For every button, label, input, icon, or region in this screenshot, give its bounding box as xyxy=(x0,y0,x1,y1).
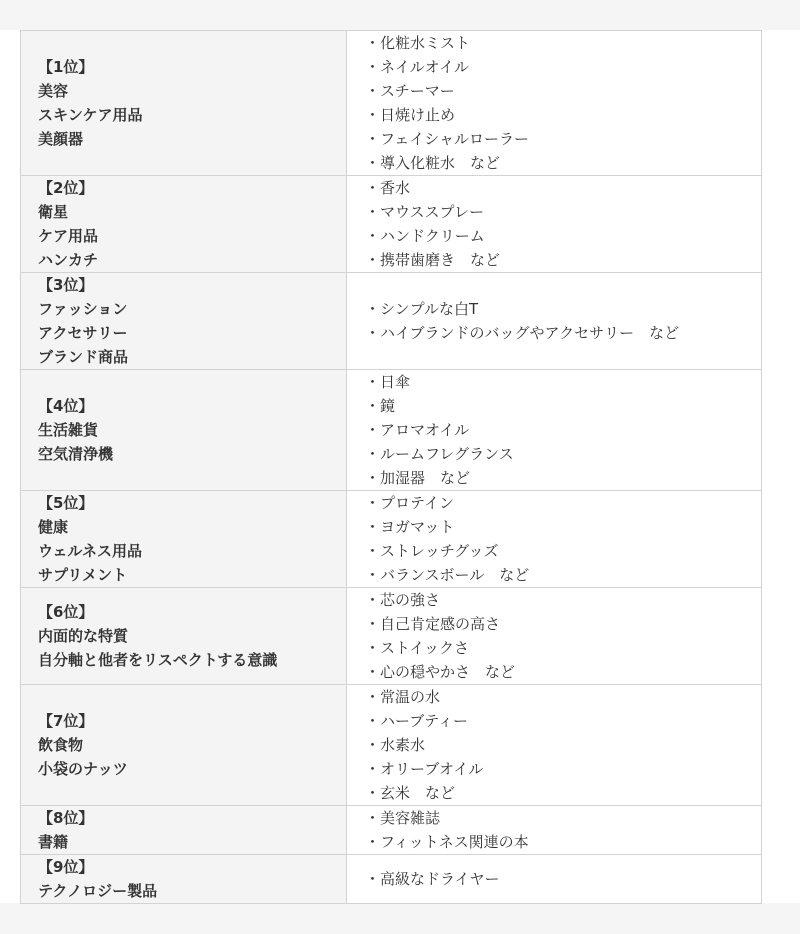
item: ・自己肯定感の高さ xyxy=(365,615,501,633)
rank-cell xyxy=(21,588,347,685)
rank-category: ウェルネス用品 xyxy=(38,542,142,560)
rank-cell xyxy=(21,273,347,370)
rank-category: 空気清浄機 xyxy=(38,445,114,463)
item: ・心の穏やかさ など xyxy=(365,663,516,681)
item: ・日傘 xyxy=(365,373,411,391)
item: ・美容雑誌 xyxy=(365,809,441,827)
rank-category: ケア用品 xyxy=(38,227,99,245)
rank-cell xyxy=(21,685,347,806)
item: ・香水 xyxy=(365,179,411,197)
item: ・バランスボール など xyxy=(365,566,530,584)
items-cell xyxy=(347,370,762,491)
item: ・常温の水 xyxy=(365,688,441,706)
rank-label: 【3位】 xyxy=(38,276,94,294)
item: ・ルームフレグランス xyxy=(365,445,514,463)
item: ・フィットネス関連の本 xyxy=(365,833,529,851)
item: ・水素水 xyxy=(365,736,426,754)
rank-category: スキンケア用品 xyxy=(38,106,143,124)
ranking-row-6 xyxy=(21,588,762,685)
rank-category: ハンカチ xyxy=(38,251,99,269)
items-cell xyxy=(347,31,762,176)
ranking-row-4 xyxy=(21,370,762,491)
items-cell xyxy=(347,855,762,904)
rank-category: 美顔器 xyxy=(38,130,84,148)
page-top-band xyxy=(0,0,800,30)
items-cell xyxy=(347,685,762,806)
item: ・ストレッチグッズ xyxy=(365,542,499,560)
item: ・ヨガマット xyxy=(365,518,455,536)
rank-category: ブランド商品 xyxy=(38,348,129,366)
rank-label: 【1位】 xyxy=(38,58,94,76)
ranking-row-2 xyxy=(21,176,762,273)
rank-category: アクセサリー xyxy=(38,324,128,342)
rank-cell xyxy=(21,31,347,176)
ranking-row-5 xyxy=(21,491,762,588)
item: ・ハーブティー xyxy=(365,712,469,730)
rank-cell xyxy=(21,370,347,491)
rank-cell xyxy=(21,176,347,273)
item: ・携帯歯磨き など xyxy=(365,251,501,269)
rank-label: 【5位】 xyxy=(38,494,94,512)
item: ・ハンドクリーム xyxy=(365,227,485,245)
page-bottom-band xyxy=(0,903,800,934)
item: ・ストイックさ xyxy=(365,639,469,657)
ranking-row-1 xyxy=(21,31,762,176)
item: ・導入化粧水 など xyxy=(365,154,501,172)
rank-category: 衛星 xyxy=(38,203,69,221)
ranking-row-3 xyxy=(21,273,762,370)
ranking-table xyxy=(20,30,762,904)
item: ・シンプルな白T xyxy=(365,300,479,318)
items-cell xyxy=(347,588,762,685)
item: ・ネイルオイル xyxy=(365,58,469,76)
item: ・フェイシャルローラー xyxy=(365,130,529,148)
item: ・芯の強さ xyxy=(365,591,441,609)
item: ・スチーマー xyxy=(365,82,455,100)
items-cell xyxy=(347,176,762,273)
rank-label: 【2位】 xyxy=(38,179,94,197)
item: ・マウススプレー xyxy=(365,203,484,221)
ranking-row-7 xyxy=(21,685,762,806)
item: ・オリーブオイル xyxy=(365,760,484,778)
rank-label: 【7位】 xyxy=(38,712,94,730)
rank-category: テクノロジー製品 xyxy=(38,882,158,900)
rank-cell xyxy=(21,806,347,855)
rank-category: 生活雑貨 xyxy=(38,421,99,439)
rank-category: ファッション xyxy=(38,300,128,318)
item: ・鏡 xyxy=(365,397,396,415)
rank-cell xyxy=(21,855,347,904)
rank-category: 美容 xyxy=(38,82,69,100)
items-cell xyxy=(347,491,762,588)
item: ・加湿器 など xyxy=(365,469,471,487)
rank-label: 【8位】 xyxy=(38,809,94,827)
item: ・ハイブランドのバッグやアクセサリー など xyxy=(365,324,680,342)
item: ・プロテイン xyxy=(365,494,454,512)
rank-category: 飲食物 xyxy=(38,736,84,754)
item: ・日焼け止め xyxy=(365,106,456,124)
items-cell xyxy=(347,806,762,855)
item: ・アロマオイル xyxy=(365,421,470,439)
rank-label: 【4位】 xyxy=(38,397,94,415)
item: ・化粧水ミスト xyxy=(365,34,471,52)
rank-category: 自分軸と他者をリスペクトする意識 xyxy=(38,651,278,669)
items-cell xyxy=(347,273,762,370)
rank-category: 書籍 xyxy=(38,833,69,851)
rank-category: 小袋のナッツ xyxy=(38,760,128,778)
rank-label: 【6位】 xyxy=(38,603,94,621)
rank-category: 健康 xyxy=(38,518,69,536)
rank-cell xyxy=(21,491,347,588)
rank-label: 【9位】 xyxy=(38,858,94,876)
ranking-row-8 xyxy=(21,806,762,855)
rank-category: サプリメント xyxy=(38,566,128,584)
rank-category: 内面的な特質 xyxy=(38,627,129,645)
item: ・高級なドライヤー xyxy=(365,870,500,888)
item: ・玄米 など xyxy=(365,784,456,802)
ranking-row-9 xyxy=(21,855,762,904)
